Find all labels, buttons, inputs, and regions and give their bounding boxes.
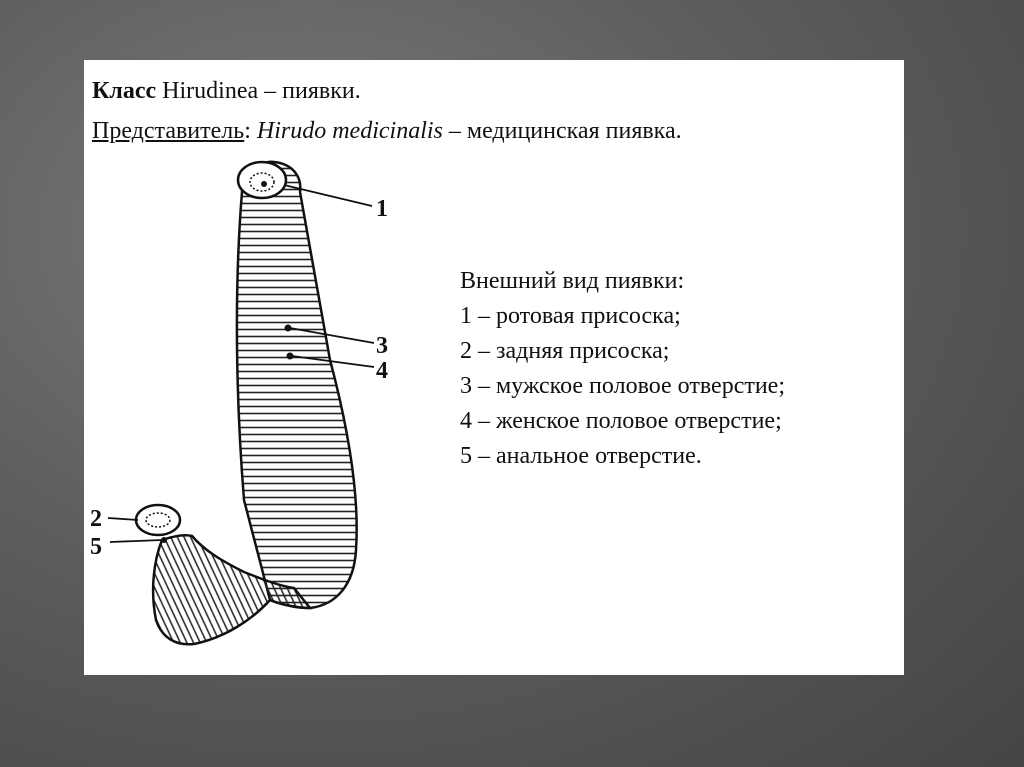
posterior-sucker: [136, 505, 180, 535]
legend-item: 2 – задняя присоска;: [460, 338, 670, 364]
representative-label: Представитель: [92, 118, 245, 144]
oral-sucker: [238, 162, 286, 198]
representative-title: Представитель: Hirudo medicinalis – медицинская пиявка.: [92, 118, 682, 144]
legend-item: 1 – ротовая присоска;: [460, 303, 681, 329]
callout-1: 1: [376, 196, 388, 222]
slide: [84, 60, 904, 675]
callout-5: 5: [90, 534, 102, 560]
class-name: Hirudinea – пиявки.: [156, 78, 361, 104]
legend-item: 5 – анальное отверстие.: [460, 443, 702, 469]
callout-2: 2: [90, 506, 102, 532]
legend-item: 4 – женское половое отверстие;: [460, 408, 782, 434]
leech-body: [237, 162, 357, 608]
legend: [460, 264, 785, 474]
callout-3: 3: [376, 333, 388, 359]
legend-title: Внешний вид пиявки:: [460, 268, 685, 294]
callout-4: 4: [376, 358, 388, 384]
species-common-name: – медицинская пиявка.: [442, 118, 682, 144]
legend-item: 3 – мужское половое отверстие;: [460, 373, 785, 399]
species-latin-name: Hirudo medicinalis: [256, 118, 443, 144]
class-label: Класс: [92, 78, 157, 104]
